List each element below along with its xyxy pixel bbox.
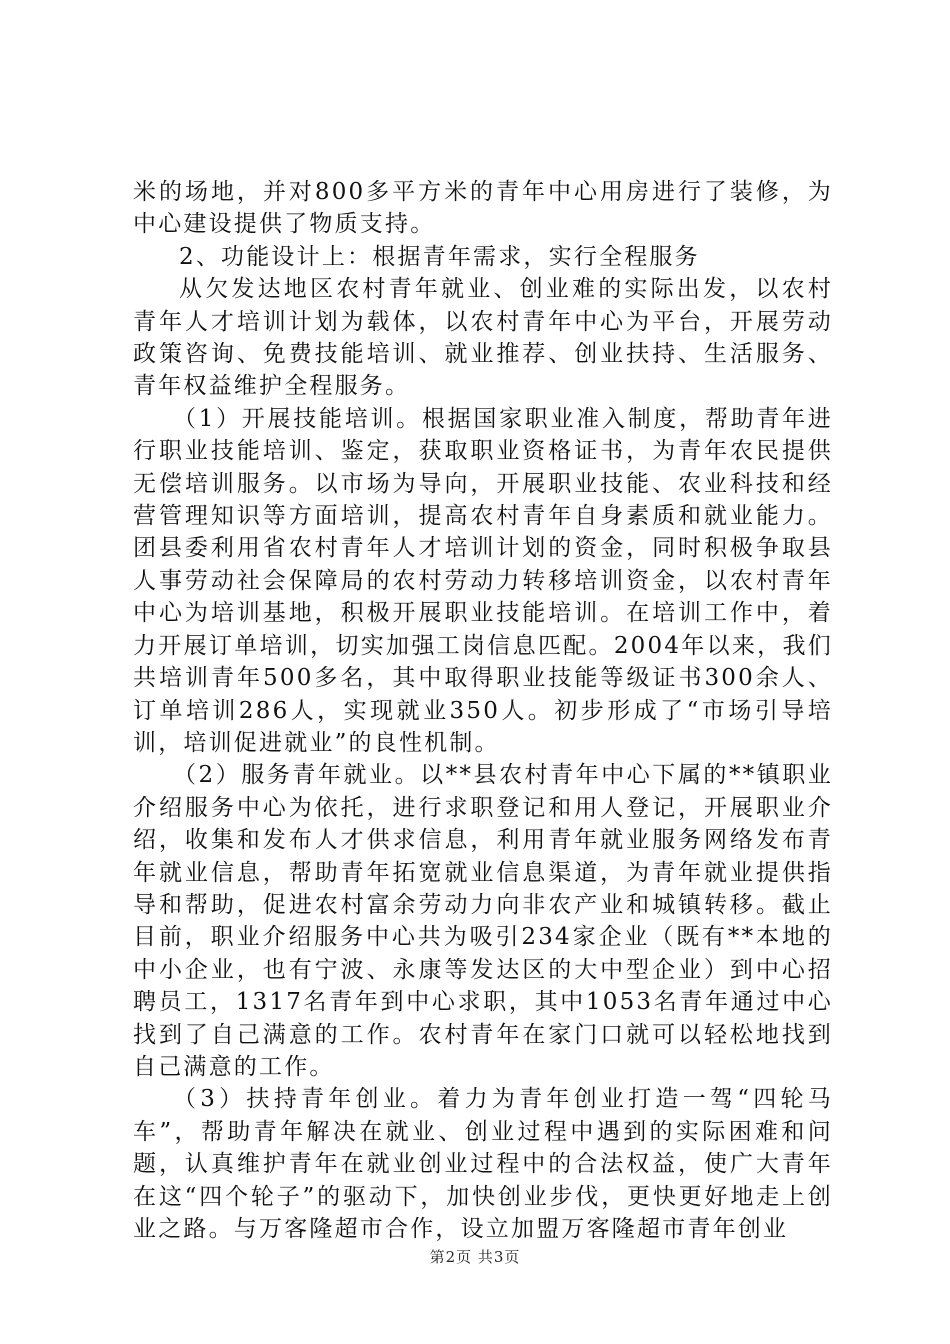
section-heading-function-design: 2、功能设计上：根据青年需求，实行全程服务: [179, 243, 700, 270]
paragraph-continuation: 米的场地，并对800多平方米的青年中心用房进行了装修，为中心建设提供了物质支持。: [133, 179, 833, 238]
paragraph-youth-entrepreneurship: （3）扶持青年创业。着力为青年创业打造一驾“四轮马车”，帮助青年解决在就业、创业过程中遇到的实际困难和问题，认真维护青年在就业创业过程中的合法权益，使广大青年在这“四个轮子”的驱动下，加快创业步伐，更快更好地走上创业之路。与万客隆超市合作，设立加盟万客隆超市青年创业: [133, 1086, 833, 1242]
paragraph-intro: 从欠发达地区农村青年就业、创业难的实际出发，以农村青年人才培训计划为载体，以农村青年中心为平台，开展劳动政策咨询、免费技能培训、就业推荐、创业扶持、生活服务、青年权益维护全程服务。: [133, 276, 833, 400]
page-number-footer: 第2页 共3页: [429, 1248, 521, 1266]
paragraph-youth-employment: （2）服务青年就业。以**县农村青年中心下属的**镇职业介绍服务中心为依托，进行求职登记和用人登记，开展职业介绍，收集和发布人才供求信息，利用青年就业服务网络发布青年就业信息，帮助青年拓宽就业信息渠道，为青年就业提供指导和帮助，促进农村富余劳动力向非农产业和城镇转移。截止目前，职业介绍服务中心共为吸引234家企业（既有**本地的中小企业，也有宁波、永康等发达区的大中型企业）到中心招聘员工，1317名青年到中心求职，其中1053名青年通过中心找到了自己满意的工作。农村青年在家门口就可以轻松地找到自己满意的工作。: [133, 762, 833, 1080]
document-body: [133, 176, 833, 1245]
paragraph-skills-training: （1）开展技能培训。根据国家职业准入制度，帮助青年进行职业技能培训、鉴定，获取职业资格证书，为青年农民提供无偿培训服务。以市场为导向，开展职业技能、农业科技和经营管理知识等方面培训，提高农村青年自身素质和就业能力。团县委利用省农村青年人才培训计划的资金，同时积极争取县人事劳动社会保障局的农村劳动力转移培训资金，以农村青年中心为培训基地，积极开展职业技能培训。在培训工作中，着力开展订单培训，切实加强工岗信息匹配。2004年以来，我们共培训青年500多名，其中取得职业技能等级证书300余人、订单培训286人，实现就业350人。初步形成了“市场引导培训，培训促进就业”的良性机制。: [133, 405, 833, 756]
